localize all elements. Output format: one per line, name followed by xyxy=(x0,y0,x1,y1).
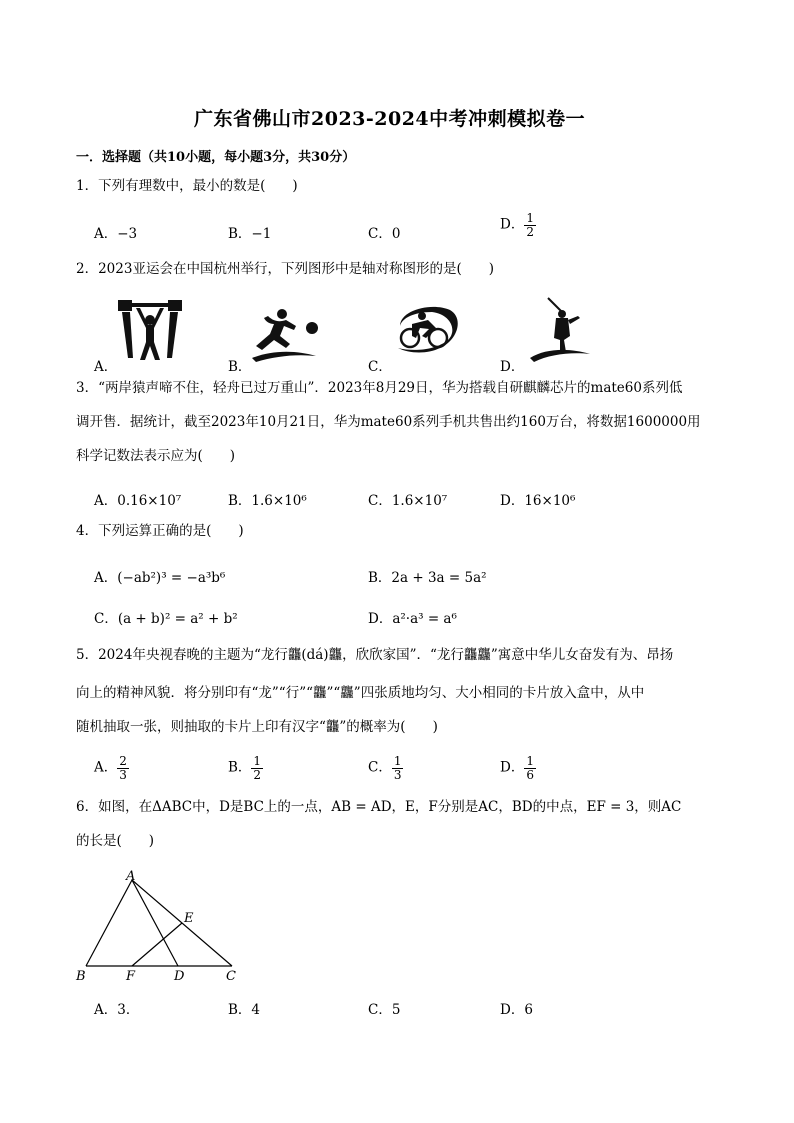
fraction-denominator: 3 xyxy=(393,767,402,782)
q1-option-b: B．−1 xyxy=(228,226,272,242)
point-label-b: B xyxy=(76,969,86,984)
q2-label-c: C． xyxy=(368,359,392,375)
weightlifting-icon xyxy=(116,298,184,364)
q1-option-a: A．−3 xyxy=(94,226,138,242)
question-5-line-1: 5．2024年央视春晚的主题为“龙行龘(dá)龘，欣欣家国”．“龙行龘龘”寓意中华儿女奋发有为、昂扬 xyxy=(76,647,674,663)
q6-option-a: A．3． xyxy=(94,1002,140,1018)
q5-option-b xyxy=(228,755,263,781)
q2-label-a: A． xyxy=(94,359,118,375)
q6-option-c: C．5 xyxy=(368,1002,401,1018)
q2-label-b: B． xyxy=(228,359,252,375)
triangle-figure xyxy=(72,868,252,986)
q5-option-b-label: B． xyxy=(228,759,252,776)
question-3-line-1: 3．“两岸猿声啼不住，轻舟已过万重山”．2023年8月29日，华为搭载自研麒麟芯片的mate60系列低 xyxy=(76,380,683,396)
question-2-stem: 2．2023亚运会在中国杭州举行，下列图形中是轴对称图形的是( ) xyxy=(76,261,494,277)
q5-option-c-label: C． xyxy=(368,759,392,776)
question-5-line-3: 随机抽取一张，则抽取的卡片上印有汉字“龘”的概率为( ) xyxy=(76,719,438,735)
q1-option-d xyxy=(500,212,536,238)
q4-option-c: C．(a + b)² = a² + b² xyxy=(94,611,238,627)
q5-option-a xyxy=(94,755,129,781)
fraction-denominator: 2 xyxy=(526,224,534,239)
q5-option-a-label: A． xyxy=(94,759,118,776)
fraction-denominator: 2 xyxy=(253,767,262,782)
question-6-line-1: 6．如图，在ΔABC中，D是BC上的一点，AB = AD，E，F分别是AC，BD的中点，EF = 3，则AC xyxy=(76,799,682,815)
q3-option-c: C．1.6×10⁷ xyxy=(368,493,448,509)
fraction-numerator: 1 xyxy=(253,754,262,768)
q6-option-d: D．6 xyxy=(500,1002,533,1018)
cycling-icon xyxy=(392,302,462,358)
q3-option-b: B．1.6×10⁶ xyxy=(228,493,307,509)
point-label-e: E xyxy=(184,911,194,926)
question-6-line-2: 的长是( ) xyxy=(76,833,155,849)
fraction-numerator: 1 xyxy=(393,754,402,768)
question-1-stem: 1．下列有理数中，最小的数是( ) xyxy=(76,178,298,194)
segment-ab xyxy=(86,880,132,966)
section-heading: 一．选择题（共10小题，每小题3分，共30分） xyxy=(76,150,356,165)
fraction-numerator: 1 xyxy=(526,754,534,768)
fraction-numerator: 1 xyxy=(526,211,534,225)
table-tennis-icon xyxy=(252,306,322,364)
q4-option-d: D．a²·a³ = a⁶ xyxy=(368,611,457,627)
q1-option-d-fraction xyxy=(524,212,536,238)
q4-option-b: B．2a + 3a = 5a² xyxy=(368,570,487,586)
fraction-denominator: 6 xyxy=(526,767,534,782)
q5-option-a-fraction xyxy=(117,755,129,781)
fraction-numerator: 2 xyxy=(119,754,127,768)
q2-label-d: D． xyxy=(500,359,525,375)
point-label-d: D xyxy=(174,969,185,984)
question-3-line-2: 调开售．据统计，截至2023年10月21日，华为mate60系列手机共售出约160万台，将数据1600000用 xyxy=(76,414,701,430)
q5-option-d xyxy=(500,755,536,781)
q5-option-d-fraction xyxy=(524,755,536,781)
q5-option-c xyxy=(368,755,403,781)
q5-option-b-fraction xyxy=(251,755,263,781)
point-label-a: A xyxy=(126,869,136,884)
question-3-line-3: 科学记数法表示应为( ) xyxy=(76,448,236,464)
q3-option-a: A．0.16×10⁷ xyxy=(94,493,182,509)
q1-option-c: C．0 xyxy=(368,226,401,242)
question-4-stem: 4．下列运算正确的是( ) xyxy=(76,523,244,539)
segment-ad xyxy=(132,880,178,966)
golf-icon xyxy=(528,296,594,364)
q1-option-d-label: D． xyxy=(500,216,525,233)
q4-option-a: A．(−ab²)³ = −a³b⁶ xyxy=(94,570,226,586)
q5-option-c-fraction xyxy=(392,755,404,781)
point-label-f: F xyxy=(126,969,136,984)
question-5-line-2: 向上的精神风貌．将分别印有“龙”“行”“龘”“龘”四张质地均匀、大小相同的卡片放入盒中，从中 xyxy=(76,685,645,701)
q5-option-d-label: D． xyxy=(500,759,525,776)
q3-option-d: D．16×10⁶ xyxy=(500,493,576,509)
page-title: 广东省佛山市2023-2024中考冲刺模拟卷一 xyxy=(194,108,586,130)
point-label-c: C xyxy=(226,969,236,984)
fraction-denominator: 3 xyxy=(119,767,127,782)
q6-option-b: B．4 xyxy=(228,1002,261,1018)
